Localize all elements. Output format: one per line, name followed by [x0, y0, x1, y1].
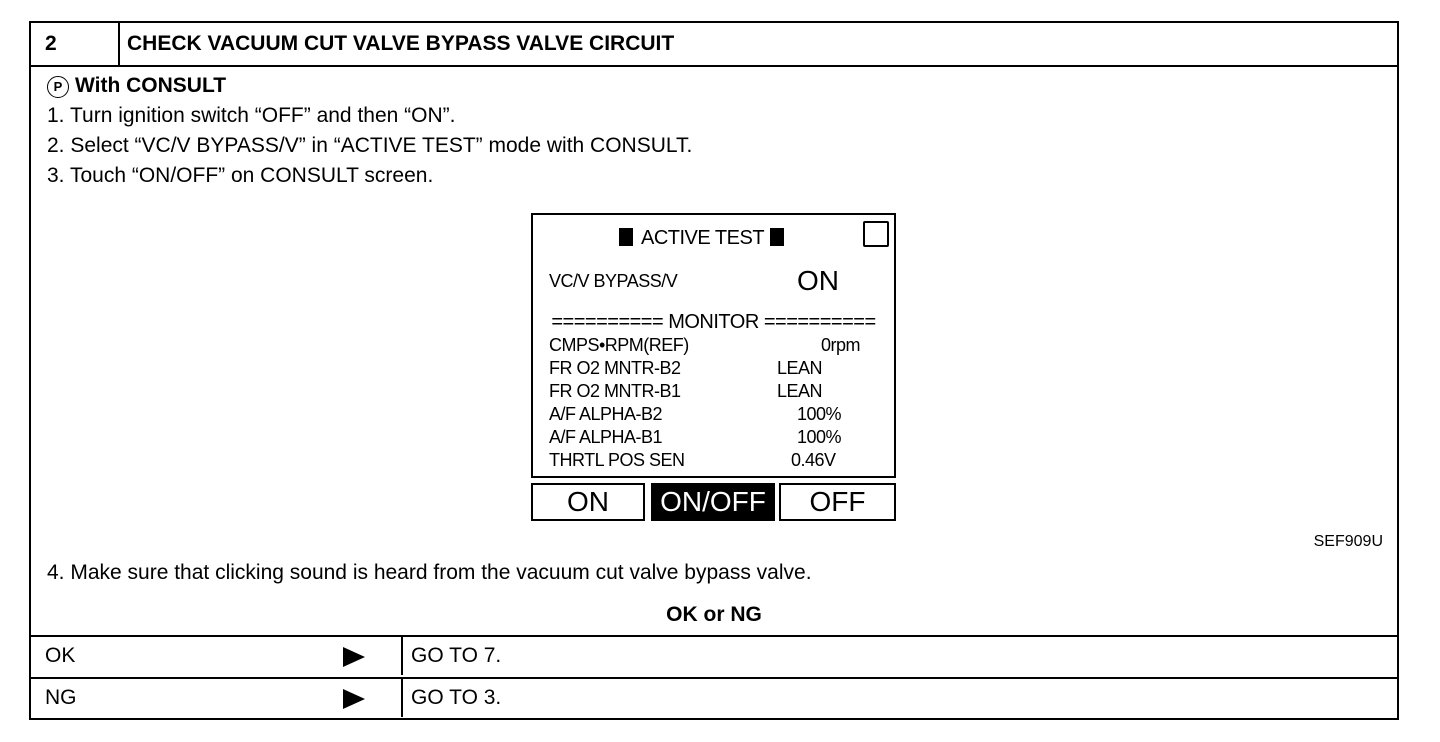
on-off-button[interactable]: ON/OFF: [651, 483, 775, 521]
off-button[interactable]: OFF: [779, 483, 896, 521]
verdict-heading: OK or NG: [666, 603, 762, 626]
monitor-row-value: 100%: [797, 427, 842, 447]
result-row-ok: [31, 635, 1397, 675]
square-marker-icon: [619, 228, 633, 246]
consult-icon: P: [47, 76, 69, 98]
figure-reference: SEF909U: [1313, 533, 1383, 550]
monitor-row-value: 100%: [797, 404, 842, 424]
on-button[interactable]: ON: [531, 483, 645, 521]
result-action: GO TO 7.: [411, 644, 502, 667]
monitor-row: [549, 381, 879, 404]
monitor-row: [549, 450, 879, 473]
arrow-right-icon: [343, 689, 365, 709]
test-item-value: ON: [797, 265, 839, 296]
monitor-row-name: FR O2 MNTR-B2: [549, 358, 681, 378]
monitor-row: [549, 358, 879, 381]
divider: [401, 637, 403, 675]
monitor-divider: ========== MONITOR ==========: [551, 311, 876, 333]
checkbox-icon: [863, 221, 889, 247]
monitor-row: [549, 427, 879, 450]
arrow-right-icon: [343, 647, 365, 667]
test-item-name: VC/V BYPASS/V: [549, 271, 678, 291]
monitor-row-name: THRTL POS SEN: [549, 450, 685, 470]
step-number: 2: [31, 23, 120, 65]
result-action: GO TO 3.: [411, 686, 502, 709]
step-header: [31, 23, 1397, 67]
monitor-row-name: A/F ALPHA-B1: [549, 427, 663, 447]
result-key: OK: [45, 644, 76, 667]
result-key: NG: [45, 686, 77, 709]
monitor-list: [549, 335, 879, 473]
monitor-row-name: FR O2 MNTR-B1: [549, 381, 681, 401]
instruction-step-4: 4. Make sure that clicking sound is heard from the vacuum cut valve bypass valve.: [47, 561, 812, 584]
monitor-row-name: CMPS•RPM(REF): [549, 335, 689, 355]
screen-title-text: ACTIVE TEST: [641, 227, 765, 249]
result-row-ng: [31, 677, 1397, 717]
instruction-step-1: 1. Turn ignition switch “OFF” and then “ON”.: [47, 104, 456, 127]
monitor-row-value: 0rpm: [821, 335, 861, 355]
instruction-step-3: 3. Touch “ON/OFF” on CONSULT screen.: [47, 164, 434, 187]
square-marker-icon: [770, 228, 784, 246]
monitor-row-name: A/F ALPHA-B2: [549, 404, 663, 424]
screen-title: [619, 227, 784, 250]
divider: [401, 679, 403, 717]
monitor-row-value: 0.46V: [791, 450, 836, 470]
step-title: CHECK VACUUM CUT VALVE BYPASS VALVE CIRCUIT: [127, 32, 675, 55]
monitor-row: [549, 404, 879, 427]
consult-screen: [531, 213, 896, 478]
consult-heading: [47, 74, 226, 98]
consult-heading-label: With CONSULT: [75, 74, 227, 97]
monitor-row-value: LEAN: [777, 381, 823, 401]
monitor-row-value: LEAN: [777, 358, 823, 378]
monitor-row: [549, 335, 879, 358]
procedure-table: [29, 21, 1399, 720]
instruction-step-2: 2. Select “VC/V BYPASS/V” in “ACTIVE TEST” mode with CONSULT.: [47, 134, 693, 157]
